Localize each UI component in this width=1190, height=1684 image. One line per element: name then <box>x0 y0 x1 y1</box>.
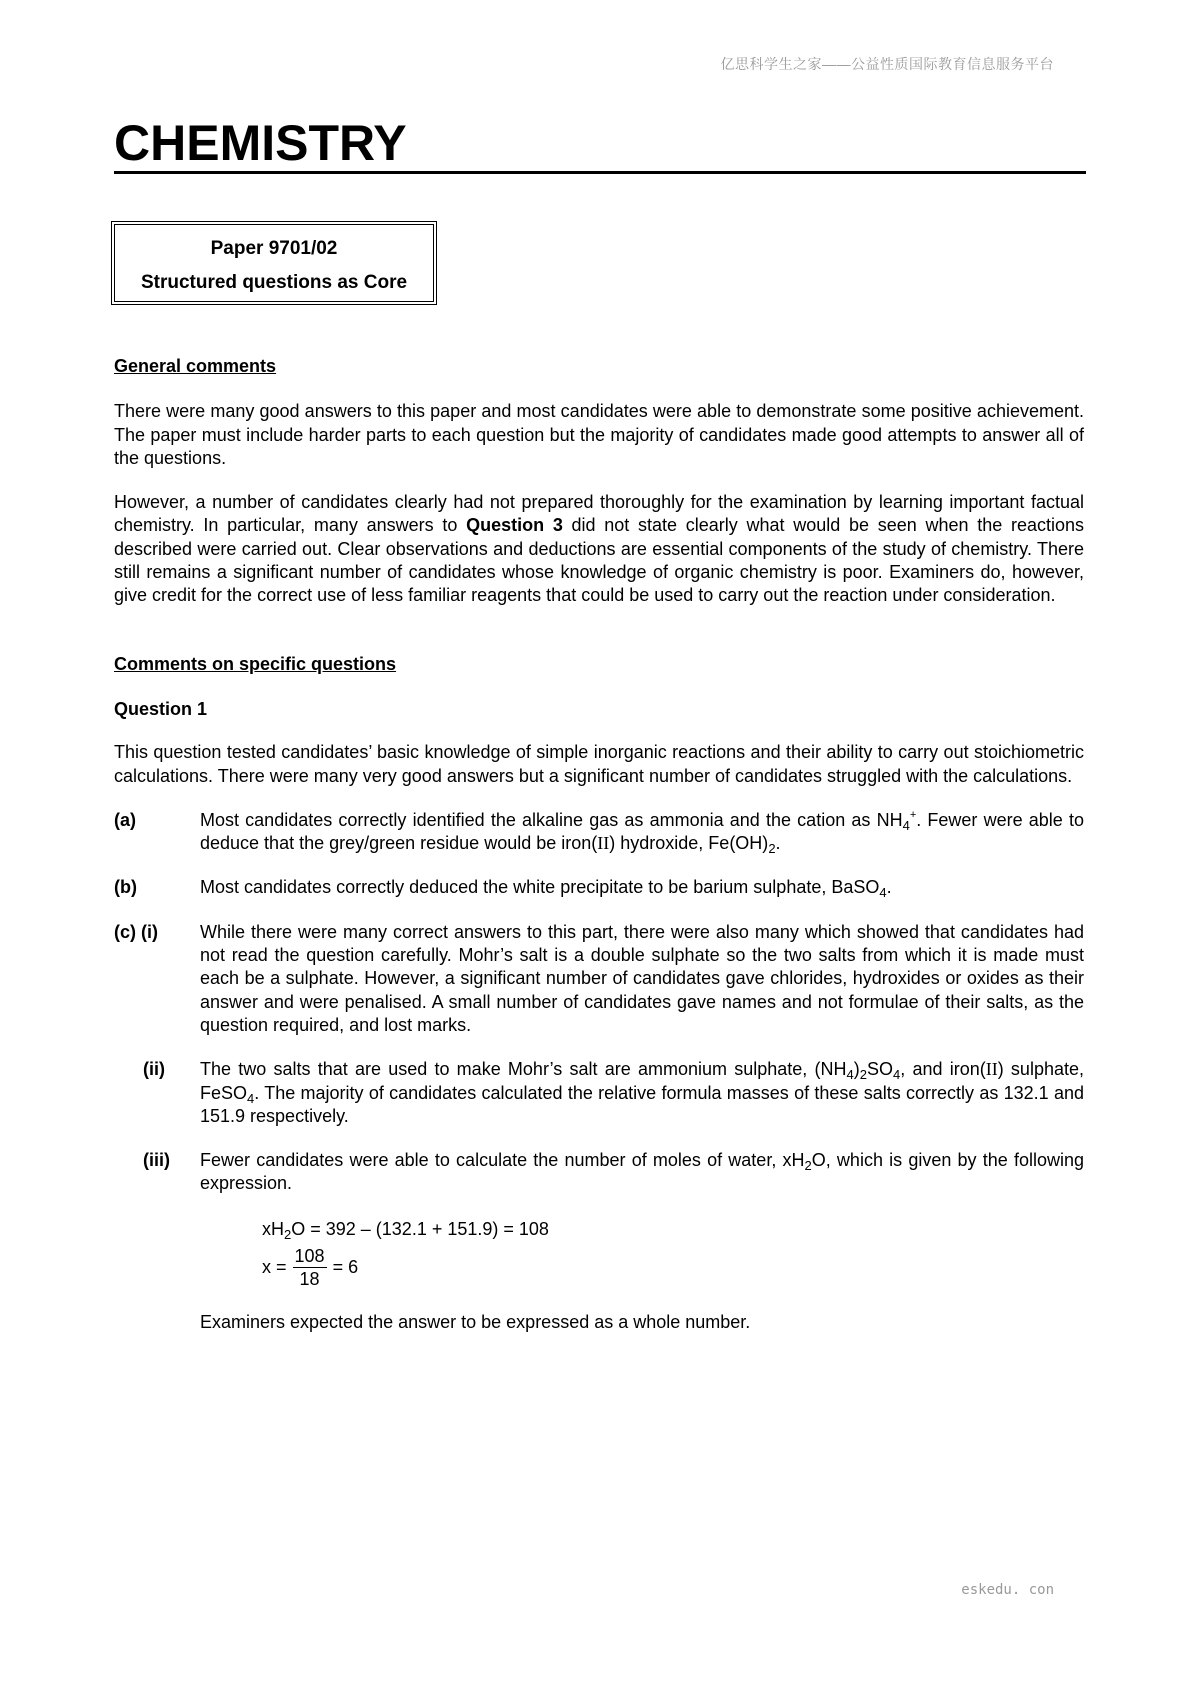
text-run: did not state clearly what would be seen when the reactions described were carried out. Clear observations and deductions are essential components of the study of chemistry. There still remains a significant number of candidates whose knowledge of organic chemistry is poor. Examiners do, however, give credit for the correct use of less familiar reagents that could be used to carry out the reaction under consideration. <box>114 515 1084 606</box>
text-run: O = 392 – (132.1 + 151.9) = 108 <box>291 1218 549 1239</box>
calc-rhs: = 6 <box>332 1256 359 1277</box>
paper-subtitle: Structured questions as Core <box>140 272 408 293</box>
roman-numeral: II <box>597 833 610 854</box>
general-comments-heading: General comments <box>114 356 277 376</box>
paper-number: Paper 9701/02 <box>210 238 338 259</box>
subscript: 2 <box>804 1158 812 1174</box>
part-c-i-text: While there were many correct answers to this part, there were also many which showed that candidates had not read the question carefully. Mohr’s salt is a double sulphate so the two salts from which it is made must each be a sulphate. However, a significant number of candidates gave chlorides, hydroxides or oxides as their answer and were penalised. A small number of candidates gave names and not formulae of their salts, as the question required, and lost marks. <box>200 921 1084 1035</box>
text-run: O, which is given by the following expression. <box>200 1150 1084 1194</box>
part-c-iii-label: (iii) <box>143 1150 170 1171</box>
subscript: 2 <box>768 841 776 857</box>
text-run: . The majority of candidates calculated the relative formula masses of these salts correctly as 132.1 and 151.9 respectively. <box>200 1082 1084 1126</box>
text-run: . <box>775 833 781 854</box>
question-1-intro: This question tested candidates’ basic knowledge of simple inorganic reactions and their ability to carry out stoichiometric calculations. There were many very good answers but a significant number of candidates struggled with the calculations. <box>114 742 1084 786</box>
text-run: Fewer candidates were able to calculate the number of moles of water, xH <box>200 1150 805 1171</box>
part-b-label: (b) <box>114 877 137 898</box>
subscript: 4 <box>879 885 887 901</box>
part-a-label: (a) <box>114 809 136 830</box>
part-c-i-label: (c) (i) <box>114 921 158 942</box>
text-run: ) hydroxide, Fe(OH) <box>609 833 769 854</box>
subscript: 2 <box>284 1226 292 1242</box>
spacer <box>114 1311 200 1334</box>
calculation-line-2 <box>262 1245 1084 1290</box>
text-run: However, a number of candidates clearly had not prepared thoroughly for the examination by learning important factual chemistry. In particular, many answers to <box>114 492 1084 536</box>
footer-watermark: eskedu. con <box>961 1582 1054 1598</box>
general-paragraph-1: There were many good answers to this paper and most candidates were able to demonstrate some positive achievement. The paper must include harder parts to each question but the majority of candidates made good attempts to answer all of the questions. <box>114 401 1084 468</box>
question-1-heading: Question 1 <box>114 698 208 719</box>
text-run: , and iron( <box>900 1059 986 1080</box>
part-c-ii-text <box>200 1058 1084 1128</box>
part-a <box>114 809 1084 856</box>
text-run: The two salts that are used to make Mohr’s salt are ammonium sulphate, (NH <box>200 1059 847 1080</box>
roman-numeral: II <box>985 1059 998 1080</box>
question-3-reference: Question 3 <box>466 515 563 536</box>
report-content <box>114 355 1084 1334</box>
subscript: 4 <box>902 817 910 833</box>
title-rule <box>114 171 1086 174</box>
fraction <box>293 1245 327 1290</box>
part-c-iii <box>114 1149 1084 1196</box>
text-run: SO <box>866 1059 893 1080</box>
specific-comments-heading: Comments on specific questions <box>114 653 397 674</box>
part-c-iii-conclusion <box>114 1311 1084 1334</box>
subscript: 4 <box>846 1067 854 1083</box>
part-b <box>114 876 1084 899</box>
text-run: ) <box>853 1059 860 1080</box>
text-run: Most candidates correctly deduced the white precipitate to be barium sulphate, BaSO <box>200 877 880 898</box>
fraction-denominator: 18 <box>299 1269 320 1290</box>
calculation-line-1 <box>262 1218 1084 1241</box>
general-paragraph-2 <box>114 491 1084 607</box>
subscript: 4 <box>247 1090 255 1106</box>
fraction-numerator: 108 <box>294 1246 325 1267</box>
calc-lhs: x = <box>262 1256 287 1277</box>
header-watermark: 亿思科学生之家——公益性质国际教育信息服务平台 <box>720 56 1054 72</box>
part-c-iii-text <box>200 1149 1084 1196</box>
part-a-text <box>200 809 1084 856</box>
text-run: . <box>886 877 892 898</box>
part-c-i <box>114 921 1084 1037</box>
paper-info-box <box>111 221 437 305</box>
superscript: + <box>909 808 917 821</box>
conclusion-text: Examiners expected the answer to be expressed as a whole number. <box>200 1312 751 1333</box>
part-c-ii <box>114 1058 1084 1128</box>
text-run: xH <box>262 1218 284 1239</box>
page-title: CHEMISTRY <box>114 115 407 171</box>
text-run: ) sulphate, FeSO <box>200 1059 1084 1103</box>
text-run: . Fewer were able to deduce that the grey/green residue would be iron( <box>200 809 1084 854</box>
part-c-ii-label: (ii) <box>143 1059 165 1080</box>
text-run: Most candidates correctly identified the alkaline gas as ammonia and the cation as NH <box>200 809 903 830</box>
part-b-text <box>200 876 1084 899</box>
subscript: 4 <box>892 1067 901 1083</box>
subscript: 2 <box>859 1067 867 1083</box>
